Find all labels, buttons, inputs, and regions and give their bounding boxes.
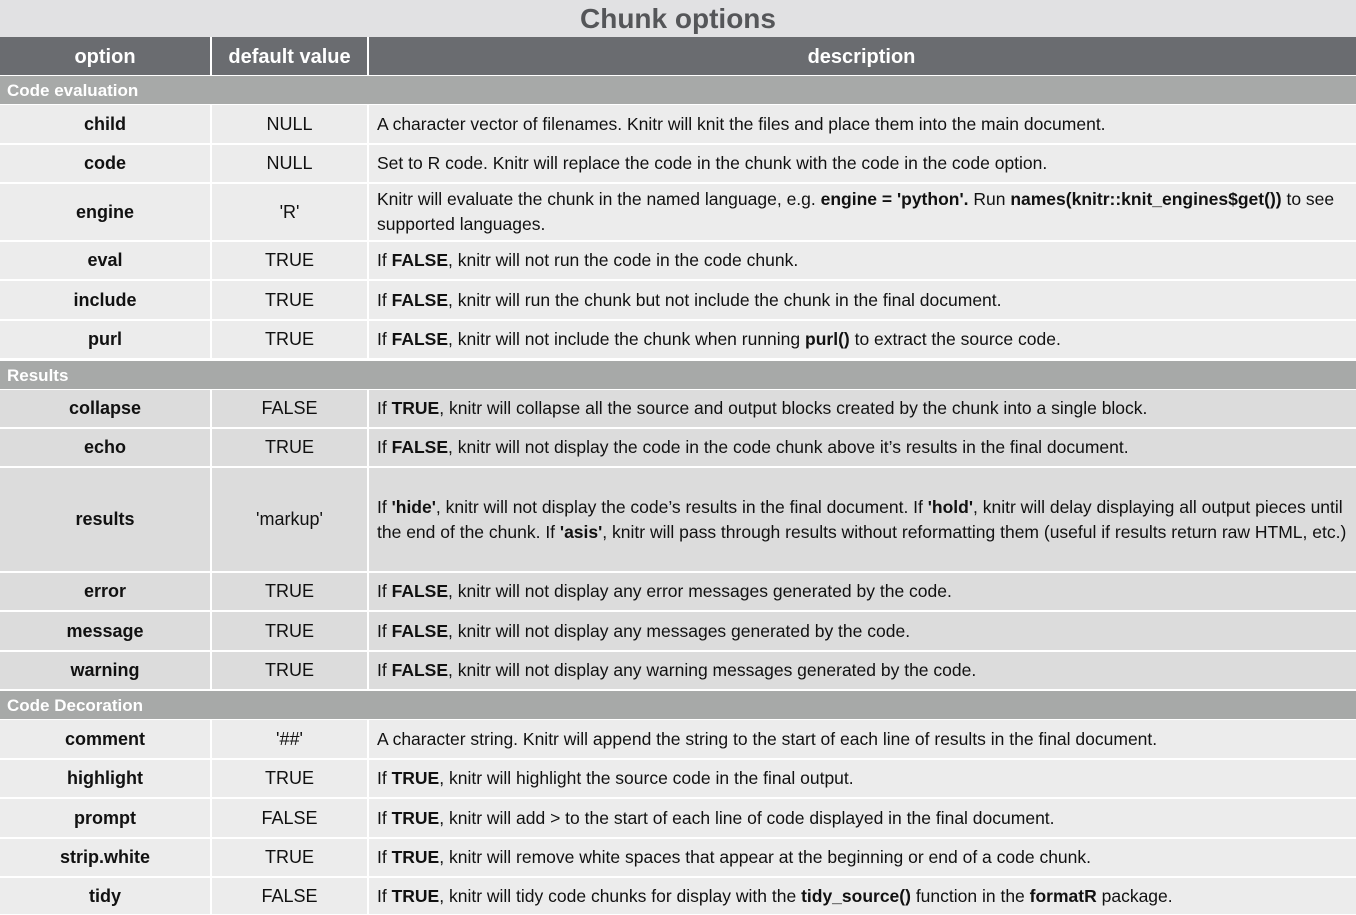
option-description xyxy=(373,281,1348,319)
default-value: TRUE xyxy=(265,581,314,601)
description-text: , knitr will not display the code in the code chunk above it’s results in the final document. xyxy=(448,437,1129,457)
description-text: , knitr will not display any messages generated by the code. xyxy=(448,620,911,641)
default-value: '##' xyxy=(276,728,303,749)
option-name: eval xyxy=(87,250,123,270)
description-emphasis: 'hide' xyxy=(391,496,436,517)
column-divider xyxy=(367,612,369,650)
option-description xyxy=(373,184,1348,240)
option-name: error xyxy=(83,581,127,601)
description-emphasis: purl() xyxy=(805,329,850,349)
option-name: warning xyxy=(70,660,140,680)
option-name: highlight xyxy=(67,768,143,788)
description-text: , knitr will not include the chunk when running xyxy=(448,329,806,349)
option-name: include xyxy=(73,289,137,310)
description-text: If xyxy=(377,581,392,601)
table-row xyxy=(0,321,1356,359)
description-text: , knitr will not display any error messages generated by the code. xyxy=(448,581,952,601)
option-description xyxy=(373,390,1348,427)
description-text: If xyxy=(377,768,392,788)
description-text: , knitr will remove white spaces that appear at the beginning or end of a code chunk. xyxy=(439,847,1092,867)
description-emphasis: FALSE xyxy=(391,329,448,349)
description-text: , knitr will highlight the source code in the final output. xyxy=(439,768,854,788)
section-header: Code Decoration xyxy=(0,691,1356,719)
description-text: If xyxy=(377,437,392,457)
default-value: TRUE xyxy=(265,847,314,867)
description-text: If xyxy=(377,660,392,680)
default-value: FALSE xyxy=(261,885,318,906)
option-description xyxy=(373,242,1348,279)
column-divider xyxy=(367,720,369,758)
option-description xyxy=(373,878,1348,914)
description-text: A character vector of filenames. Knitr will knit the files and place them into the main document. xyxy=(377,113,1106,134)
description-text: If xyxy=(377,496,392,517)
description-text: , knitr will run the chunk but not include the chunk in the final document. xyxy=(448,289,1002,310)
option-description xyxy=(373,799,1348,837)
description-emphasis: tidy_source() xyxy=(801,885,911,906)
default-value: TRUE xyxy=(265,620,314,641)
table-row xyxy=(0,429,1356,467)
column-header-row xyxy=(0,37,1356,75)
option-name: child xyxy=(83,113,126,134)
default-value: NULL xyxy=(266,113,313,134)
table-row xyxy=(0,242,1356,280)
option-description xyxy=(373,429,1348,466)
description-emphasis: TRUE xyxy=(391,807,440,828)
option-description xyxy=(373,720,1348,758)
description-emphasis: 'hold' xyxy=(927,496,974,517)
description-emphasis: FALSE xyxy=(391,660,448,680)
option-description xyxy=(373,839,1348,876)
table-row xyxy=(0,390,1356,428)
description-text: function in the xyxy=(910,885,1030,906)
option-name: echo xyxy=(83,437,126,457)
description-text: A character string. Knitr will append the string to the start of each line of results in the final document. xyxy=(377,728,1158,749)
column-divider xyxy=(367,468,369,571)
option-name: results xyxy=(75,509,135,529)
description-text: If xyxy=(377,620,392,641)
description-text: to see supported languages. xyxy=(377,189,1335,234)
description-emphasis: TRUE xyxy=(391,768,440,788)
option-name: prompt xyxy=(74,807,136,828)
option-name: strip.white xyxy=(59,847,150,867)
table-row xyxy=(0,184,1356,241)
header-option: option xyxy=(74,46,136,68)
description-text: If xyxy=(377,847,392,867)
table-row xyxy=(0,145,1356,183)
table-row xyxy=(0,652,1356,690)
option-description xyxy=(373,145,1348,182)
default-value: TRUE xyxy=(265,437,314,457)
option-description xyxy=(373,468,1348,571)
column-divider xyxy=(367,145,369,182)
description-text: , knitr will not display the code’s results in the final document. If xyxy=(435,496,928,517)
header-default-value: default value xyxy=(228,46,351,68)
description-emphasis: TRUE xyxy=(391,847,440,867)
default-value: TRUE xyxy=(265,289,314,310)
option-name: comment xyxy=(64,728,145,749)
default-value: FALSE xyxy=(261,807,318,828)
description-text: , knitr will not run the code in the code chunk. xyxy=(448,250,799,270)
table-row xyxy=(0,799,1356,838)
option-description xyxy=(373,612,1348,650)
section-header: Code evaluation xyxy=(0,76,1356,104)
option-description xyxy=(373,321,1348,358)
default-value: TRUE xyxy=(265,768,314,788)
page-title: Chunk options xyxy=(0,0,1356,37)
default-value: FALSE xyxy=(261,398,318,418)
option-name: message xyxy=(66,620,144,641)
option-description xyxy=(373,760,1348,797)
section-header: Results xyxy=(0,361,1356,389)
default-value: 'R' xyxy=(279,201,300,222)
column-divider xyxy=(367,429,369,466)
table-row xyxy=(0,720,1356,759)
description-text: , knitr will collapse all the source and output blocks created by the chunk into a single block. xyxy=(439,398,1148,418)
option-description xyxy=(373,652,1348,689)
option-description xyxy=(373,105,1348,143)
description-text: If xyxy=(377,250,392,270)
description-emphasis: FALSE xyxy=(391,289,448,310)
column-divider xyxy=(367,878,369,914)
description-text: to extract the source code. xyxy=(849,329,1061,349)
default-value: TRUE xyxy=(265,660,314,680)
default-value: NULL xyxy=(266,153,313,173)
description-emphasis: FALSE xyxy=(391,620,448,641)
description-emphasis: FALSE xyxy=(391,250,448,270)
table-row xyxy=(0,612,1356,651)
column-divider xyxy=(367,839,369,876)
description-emphasis: formatR xyxy=(1029,885,1097,906)
description-text: , knitr will delay displaying all output pieces until the end of the chunk. If xyxy=(377,496,1343,542)
description-text: If xyxy=(377,329,392,349)
description-text: If xyxy=(377,289,392,310)
default-value: TRUE xyxy=(265,329,314,349)
column-divider xyxy=(367,105,369,143)
table-row xyxy=(0,573,1356,611)
description-emphasis: engine = 'python'. xyxy=(820,189,969,209)
column-divider xyxy=(367,760,369,797)
description-text: Set to R code. Knitr will replace the code in the chunk with the code in the code option. xyxy=(377,153,1048,173)
column-divider xyxy=(367,281,369,319)
description-text: If xyxy=(377,398,392,418)
description-text: , knitr will not display any warning messages generated by the code. xyxy=(448,660,977,680)
column-divider xyxy=(367,321,369,358)
description-emphasis: 'asis' xyxy=(559,521,603,542)
column-divider xyxy=(367,242,369,279)
table-row xyxy=(0,281,1356,320)
description-emphasis: names(knitr::knit_engines$get()) xyxy=(1010,189,1282,209)
description-text: , knitr will pass through results without reformatting them (useful if results return raw HTML, etc.) xyxy=(602,521,1347,542)
description-text: If xyxy=(377,885,392,906)
column-divider xyxy=(367,573,369,610)
header-description: description xyxy=(807,46,916,68)
default-value: TRUE xyxy=(265,250,314,270)
option-name: tidy xyxy=(88,885,121,906)
column-divider xyxy=(367,390,369,427)
table-row xyxy=(0,468,1356,572)
column-divider xyxy=(367,799,369,837)
description-text: If xyxy=(377,807,392,828)
option-name: purl xyxy=(88,329,122,349)
table-row xyxy=(0,878,1356,915)
default-value: 'markup' xyxy=(256,509,323,529)
description-emphasis: TRUE xyxy=(391,885,440,906)
column-divider xyxy=(367,652,369,689)
description-text: package. xyxy=(1096,885,1173,906)
description-text: Knitr will evaluate the chunk in the named language, e.g. xyxy=(377,189,821,209)
description-text: , knitr will add > to the start of each line of code displayed in the final document. xyxy=(439,807,1055,828)
description-emphasis: FALSE xyxy=(391,437,448,457)
option-name: code xyxy=(83,153,126,173)
option-description xyxy=(373,573,1348,610)
option-name: engine xyxy=(75,201,134,222)
option-name: collapse xyxy=(68,398,142,418)
description-emphasis: TRUE xyxy=(391,398,440,418)
description-text: , knitr will tidy code chunks for display with the xyxy=(439,885,802,906)
description-text: Run xyxy=(968,189,1011,209)
column-divider xyxy=(367,184,369,240)
description-emphasis: FALSE xyxy=(391,581,448,601)
table-row xyxy=(0,839,1356,877)
table-row xyxy=(0,760,1356,798)
table-row xyxy=(0,105,1356,144)
